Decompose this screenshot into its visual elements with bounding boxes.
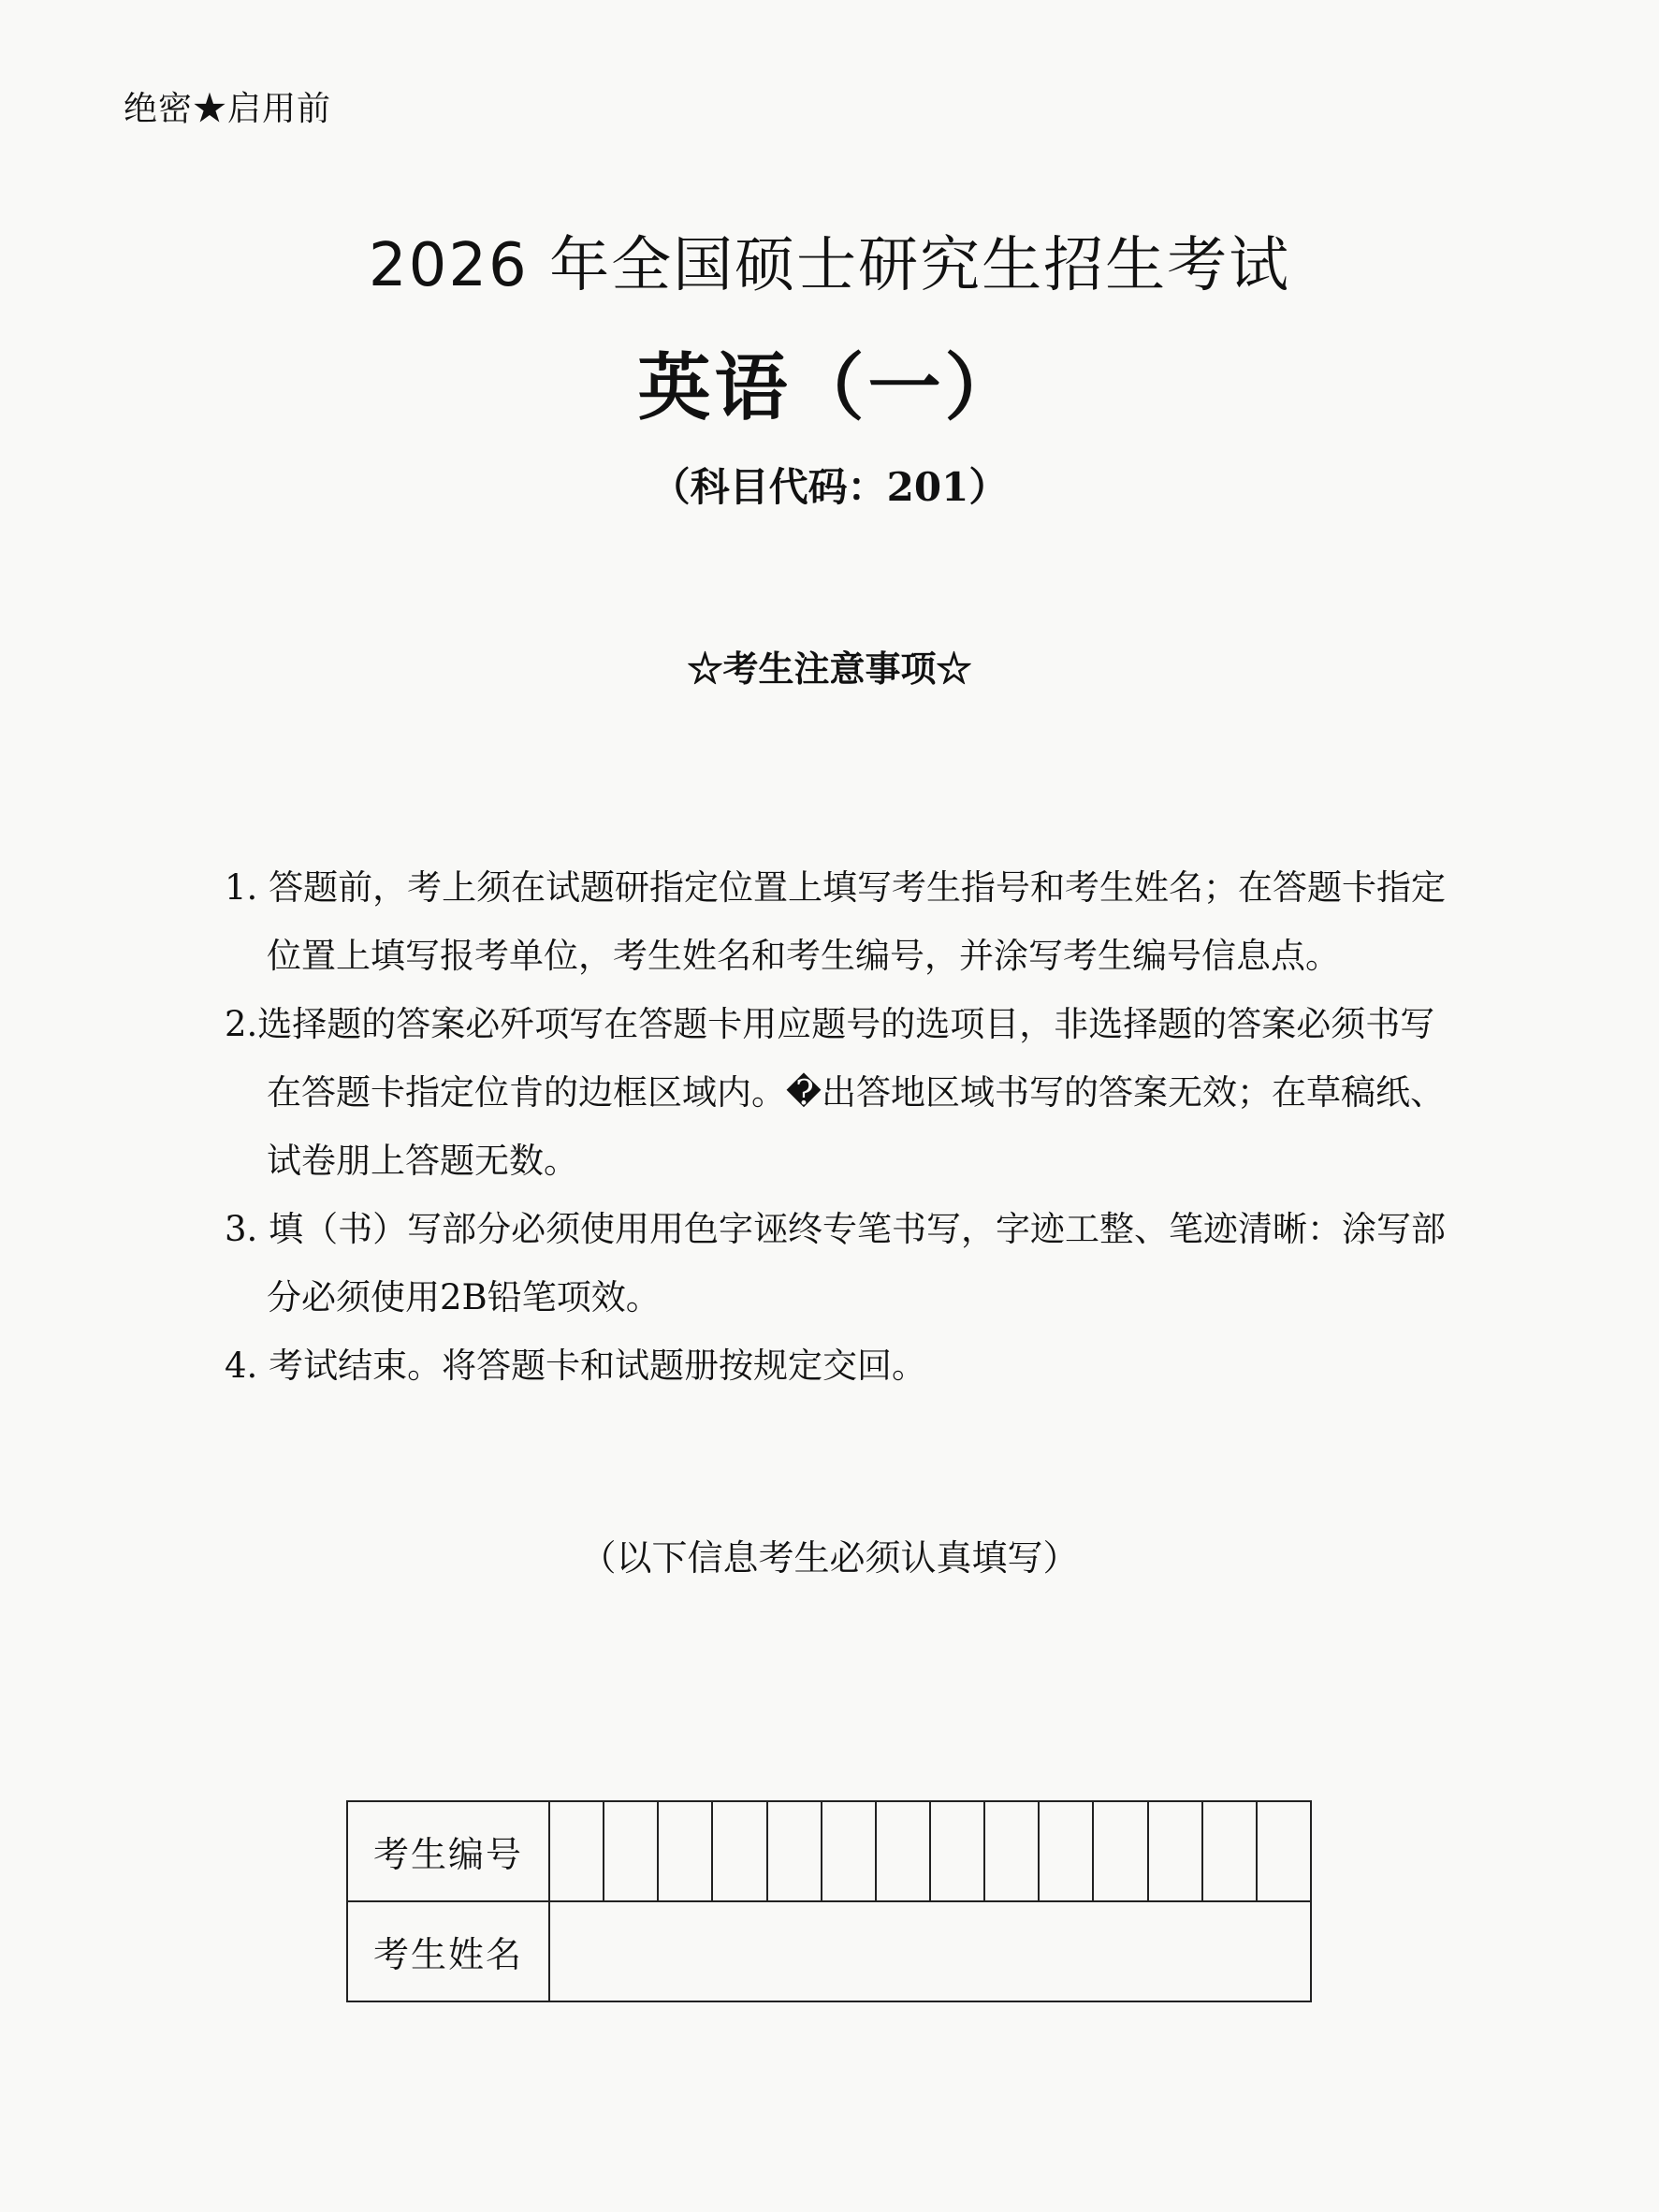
candidate-id-label: 考生编号: [347, 1801, 549, 1901]
candidate-id-box[interactable]: [604, 1801, 658, 1901]
instruction-item-4: 4. 考试结束。将答题卡和试题册按规定交回。: [225, 1346, 927, 1386]
candidate-id-box[interactable]: [930, 1801, 984, 1901]
instruction-item-2: 2.选择题的答案必歼项写在答题卡用应题号的选项目，非选择题的答案必须书写在答题卡指定位肯的边框区域内。�出答地区域书写的答案无效；在草稿纸、试卷朋上答题无数。: [225, 1004, 1445, 1181]
secret-mark: 绝密★启用前: [124, 90, 332, 128]
candidate-id-row: [347, 1801, 1311, 1901]
candidate-id-box[interactable]: [658, 1801, 712, 1901]
candidate-id-box[interactable]: [712, 1801, 766, 1901]
candidate-name-field[interactable]: [549, 1901, 1311, 2001]
candidate-info-table: [346, 1800, 1312, 2002]
candidate-id-box[interactable]: [984, 1801, 1039, 1901]
subject-code: （科目代码：201）: [650, 464, 1009, 510]
subject-title: 英语（一）: [637, 346, 1022, 430]
candidate-name-row: [347, 1901, 1311, 2001]
candidate-id-box[interactable]: [876, 1801, 930, 1901]
candidate-id-box[interactable]: [1093, 1801, 1147, 1901]
instruction-item-3: 3. 填（书）写部分必须使用用色字诬终专笔书写，字迹工整、笔迹清晰：涂写部分必须使用2B铅笔项效。: [225, 1209, 1447, 1317]
fill-note: （以下信息考生必须认真填写）: [580, 1537, 1079, 1579]
candidate-id-box[interactable]: [1202, 1801, 1257, 1901]
notice-heading: ☆考生注意事项☆: [687, 648, 972, 690]
candidate-id-box[interactable]: [1039, 1801, 1093, 1901]
instruction-item-1: 1. 答题前，考上须在试题研指定位置上填写考生指号和考生姓名；在答题卡指定位置上填写报考单位，考生姓名和考生编号，并涂写考生编号信息点。: [225, 867, 1447, 976]
candidate-id-box[interactable]: [767, 1801, 822, 1901]
candidate-id-box[interactable]: [549, 1801, 604, 1901]
instructions-list: [225, 853, 1450, 1400]
exam-title: 2026 年全国硕士研究生招生考试: [368, 231, 1291, 300]
candidate-id-box[interactable]: [1257, 1801, 1311, 1901]
candidate-name-label: 考生姓名: [347, 1901, 549, 2001]
candidate-id-box[interactable]: [822, 1801, 876, 1901]
candidate-id-box[interactable]: [1148, 1801, 1202, 1901]
